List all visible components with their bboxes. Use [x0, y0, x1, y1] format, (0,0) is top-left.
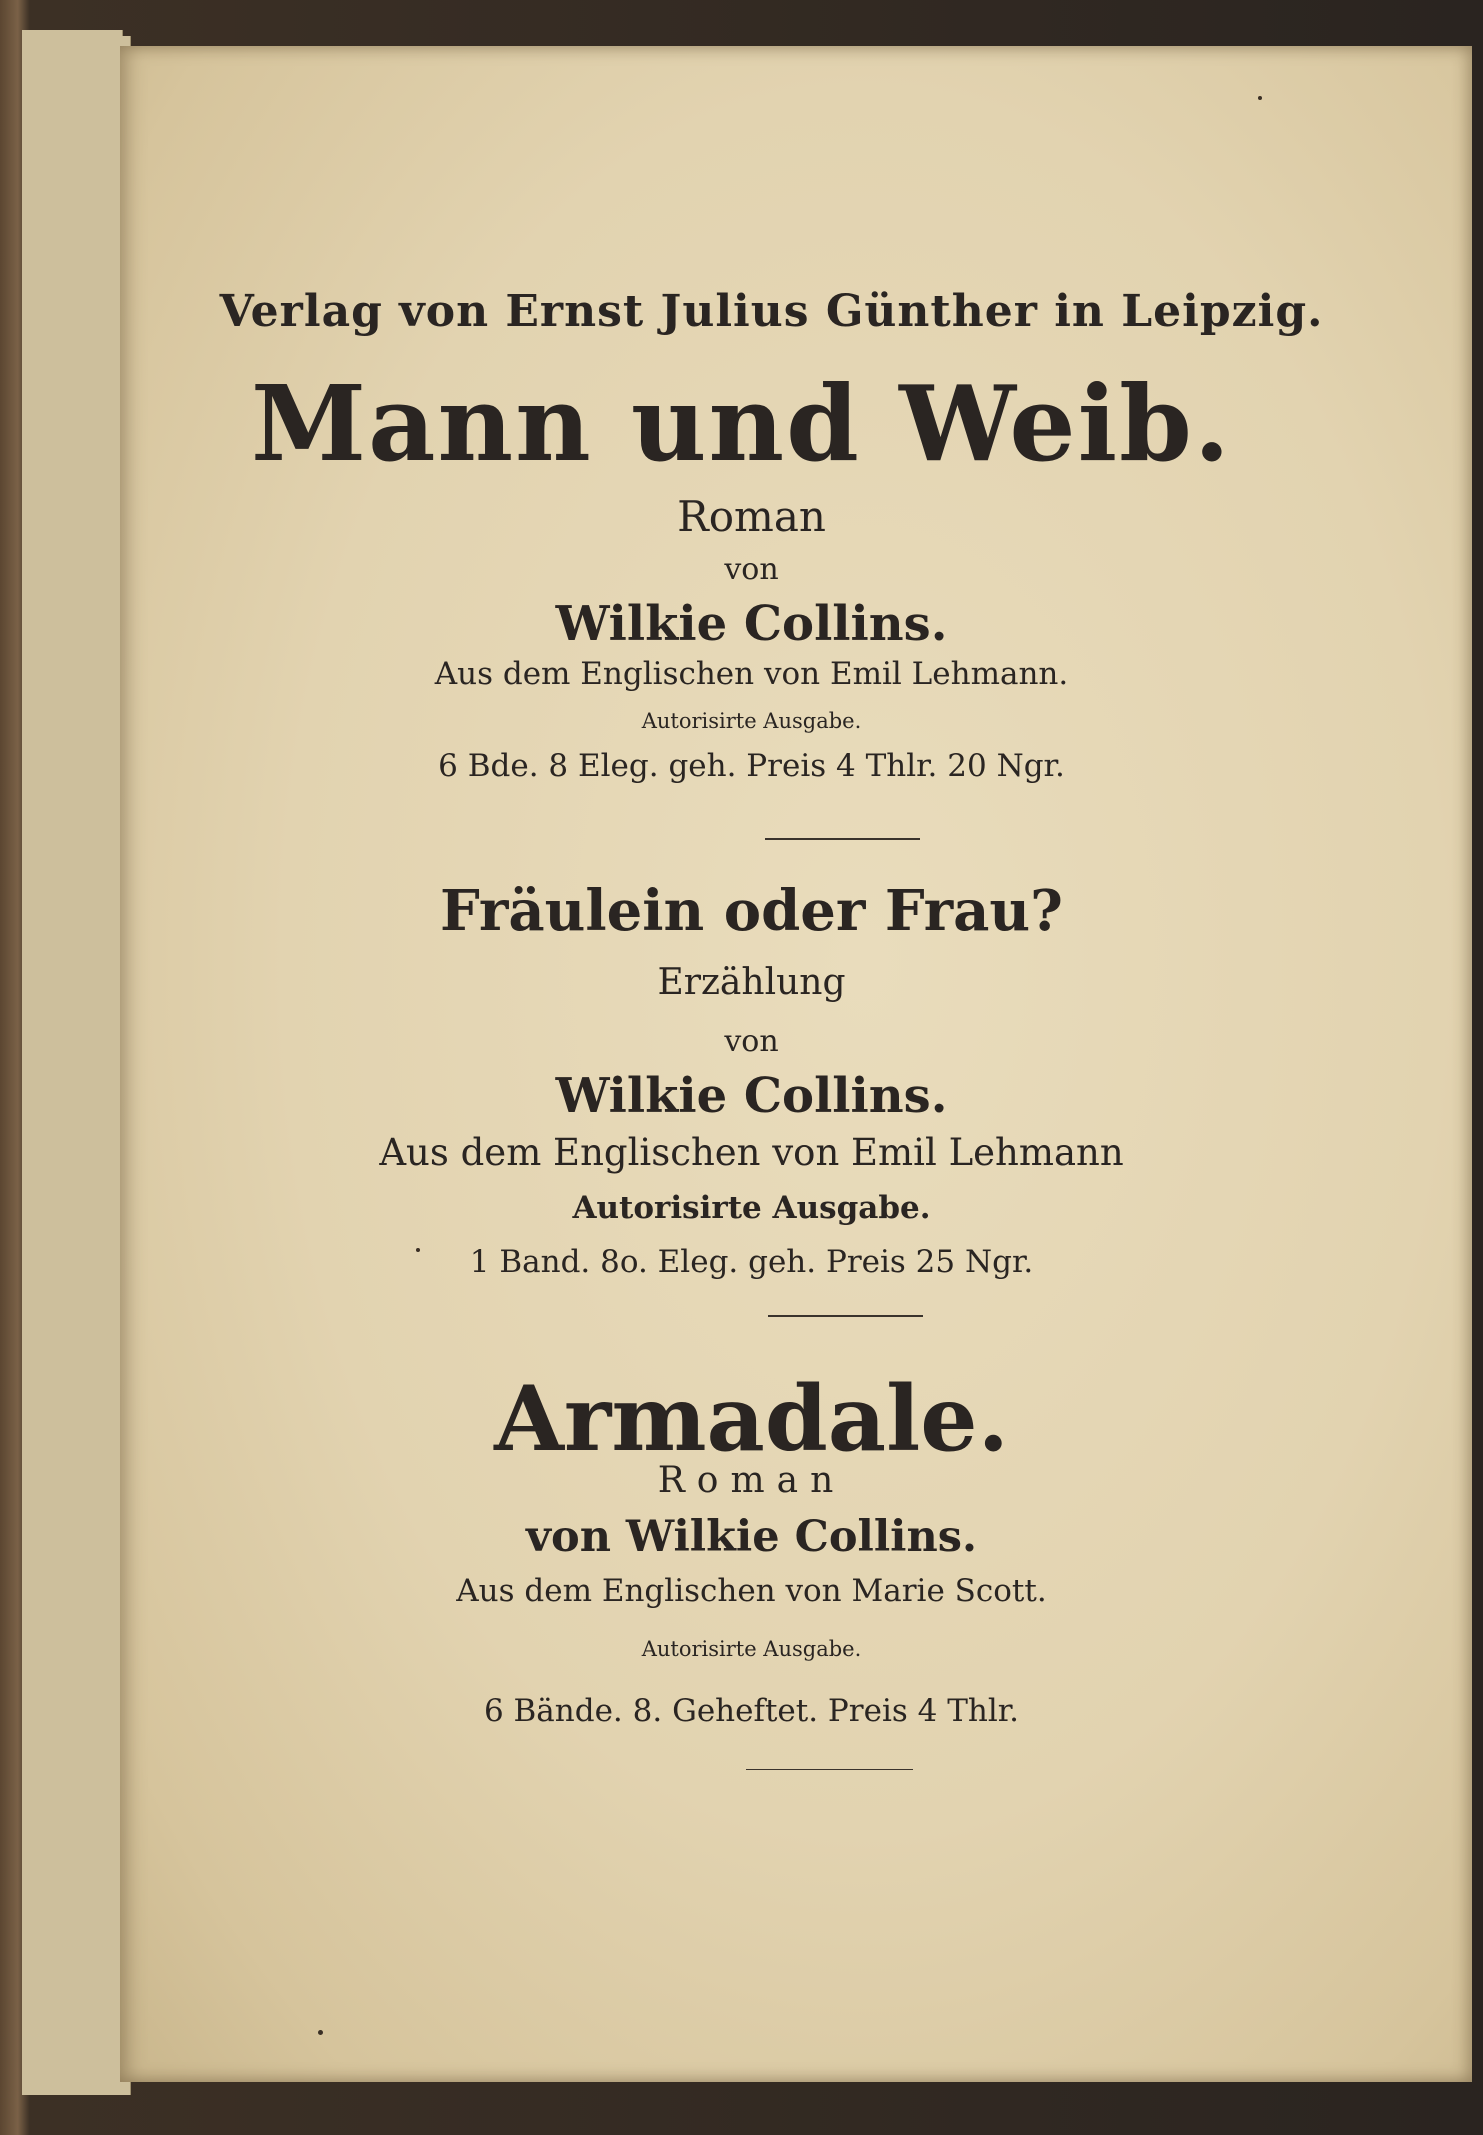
publisher-line: Verlag von Ernst Julius Günther in Leipzig. [219, 286, 1324, 337]
book-price: 6 Bde. 8 Eleg. geh. Preis 4 Thlr. 20 Ngr. [438, 748, 1065, 784]
book-genre: Erzählung [657, 962, 846, 1003]
book-title: Fräulein oder Frau? [440, 878, 1063, 944]
book-edition: Autorisirte Ausgabe. [641, 1637, 862, 1661]
book-price: 6 Bände. 8. Geheftet. Preis 4 Thlr. [483, 1693, 1020, 1729]
book-author-line: von Wilkie Collins. [526, 1512, 977, 1562]
ink-spot [318, 2030, 323, 2035]
separator-rule [768, 1315, 923, 1317]
separator-rule [746, 1769, 913, 1770]
book-edition: Autorisirte Ausgabe. [641, 709, 862, 733]
book-translation: Aus dem Englischen von Emil Lehmann [379, 1131, 1124, 1174]
book-price: 1 Band. 8o. Eleg. geh. Preis 25 Ngr. [469, 1244, 1034, 1280]
ink-spot [1258, 96, 1262, 100]
book-genre: Roman [657, 1460, 846, 1501]
book-translation: Aus dem Englischen von Marie Scott. [456, 1573, 1047, 1609]
book-author: Wilkie Collins. [555, 596, 948, 652]
book-von: von [724, 1024, 779, 1059]
book-title: Armadale. [494, 1366, 1009, 1472]
book-edition: Autorisirte Ausgabe. [572, 1190, 931, 1226]
book-title: Mann und Weib. [250, 362, 1232, 485]
ink-spot [416, 1248, 420, 1252]
book-translation: Aus dem Englischen von Emil Lehmann. [434, 656, 1069, 692]
book-author: Wilkie Collins. [555, 1068, 948, 1124]
book-genre: Roman [677, 492, 826, 541]
separator-rule [765, 838, 920, 840]
book-von: von [724, 552, 779, 587]
